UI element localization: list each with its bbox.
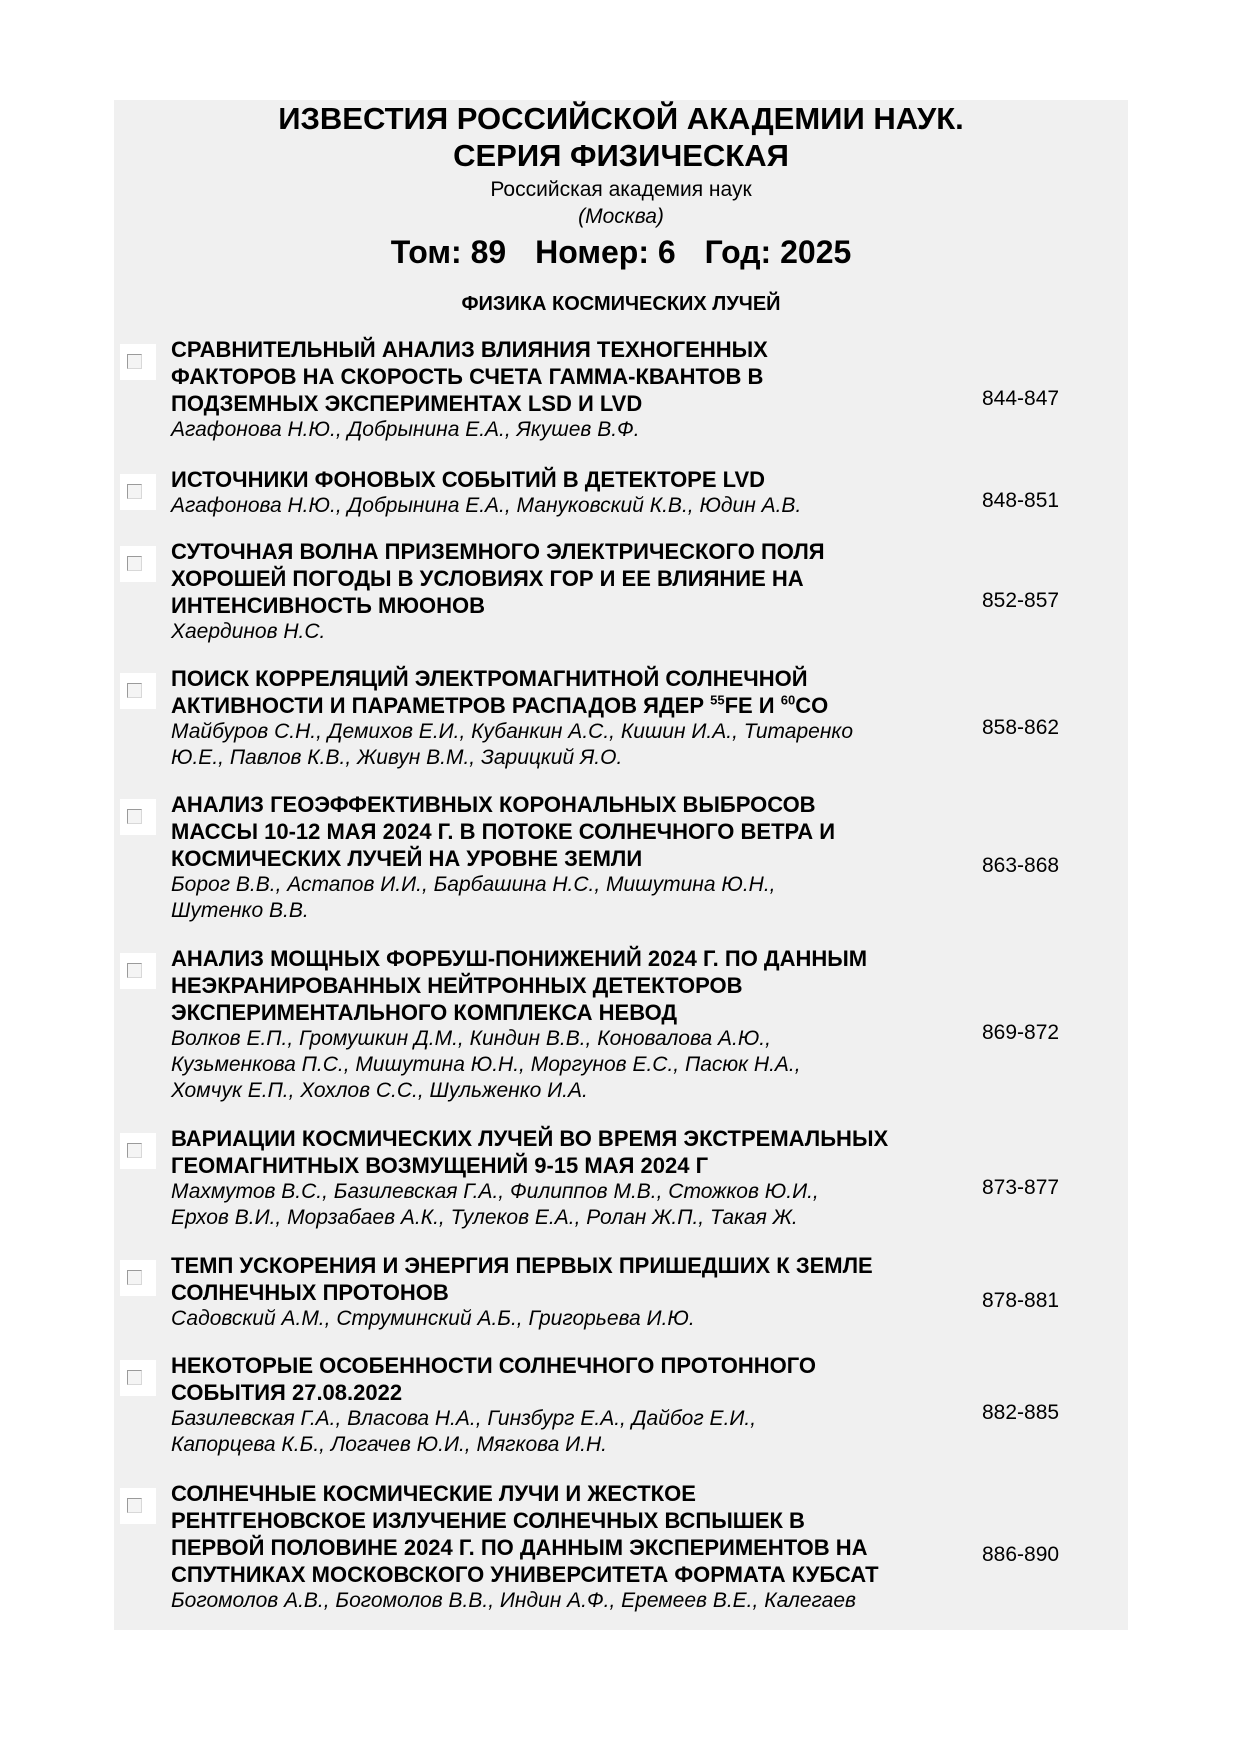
article-title[interactable]: ИСТОЧНИКИ ФОНОВЫХ СОБЫТИЙ В ДЕТЕКТОРЕ LVD (171, 467, 766, 492)
journal-title-line1: ИЗВЕСТИЯ РОССИЙСКОЙ АКАДЕМИИ НАУК. (278, 101, 964, 136)
article-text (171, 336, 941, 443)
article-title[interactable]: СУТОЧНАЯ ВОЛНА ПРИЗЕМНОГО ЭЛЕКТРИЧЕСКОГО ПОЛЯ ХОРОШЕЙ ПОГОДЫ В УСЛОВИЯХ ГОР И ЕЕ ВЛИЯНИЕ НА ИНТЕНСИВНОСТЬ МЮОНОВ (171, 539, 825, 618)
article-authors: Агафонова Н.Ю., Добрынина Е.А., Якушев В.Ф. (171, 418, 640, 441)
article-text (171, 1252, 941, 1332)
article-pages: 848-851 (982, 489, 1060, 512)
article-authors: Садовский А.М., Струминский А.Б., Григорьева И.Ю. (171, 1307, 695, 1330)
article-text (171, 1125, 941, 1231)
article-pages: 863-868 (982, 854, 1060, 877)
contents-panel (114, 100, 1128, 1630)
publisher: Российская академия наук (490, 178, 752, 201)
article-text (171, 665, 941, 771)
issue-number: Номер: 6 (535, 234, 676, 270)
article-checkbox[interactable] (120, 474, 156, 510)
article-pages: 844-847 (982, 387, 1060, 410)
article-title[interactable]: ВАРИАЦИИ КОСМИЧЕСКИХ ЛУЧЕЙ ВО ВРЕМЯ ЭКСТРЕМАЛЬНЫХ ГЕОМАГНИТНЫХ ВОЗМУЩЕНИЙ 9-15 МАЯ 2024 Г (171, 1126, 889, 1178)
article-title[interactable]: АНАЛИЗ ГЕОЭФФЕКТИВНЫХ КОРОНАЛЬНЫХ ВЫБРОСОВ МАССЫ 10-12 МАЯ 2024 Г. В ПОТОКЕ СОЛНЕЧНОГО ВЕТРА И КОСМИЧЕСКИХ ЛУЧЕЙ НА УРОВНЕ ЗЕМЛИ (171, 792, 836, 871)
article-text (171, 466, 941, 519)
article-checkbox[interactable] (120, 1488, 156, 1524)
article-pages: 878-881 (982, 1289, 1060, 1312)
article-pages: 886-890 (982, 1543, 1060, 1566)
issue-year: Год: 2025 (704, 234, 852, 270)
article-authors: Борог В.В., Астапов И.И., Барбашина Н.С., Мишутина Ю.Н., Шутенко В.В. (171, 873, 776, 922)
issue-volume: Том: 89 (390, 234, 507, 270)
journal-title-line2: СЕРИЯ ФИЗИЧЕСКАЯ (453, 138, 789, 173)
article-text (171, 538, 941, 645)
article-text (171, 945, 941, 1104)
article-pages: 858-862 (982, 716, 1060, 739)
article-title[interactable]: НЕКОТОРЫЕ ОСОБЕННОСТИ СОЛНЕЧНОГО ПРОТОННОГО СОБЫТИЯ 27.08.2022 (171, 1353, 817, 1405)
article-title[interactable]: ПОИСК КОРРЕЛЯЦИЙ ЭЛЕКТРОМАГНИТНОЙ СОЛНЕЧНОЙ АКТИВНОСТИ И ПАРАМЕТРОВ РАСПАДОВ ЯДЕР $^{55}$FE И $^{60}$CO (171, 666, 829, 718)
article-checkbox[interactable] (120, 546, 156, 582)
article-checkbox[interactable] (120, 1260, 156, 1296)
article-title[interactable]: СОЛНЕЧНЫЕ КОСМИЧЕСКИЕ ЛУЧИ И ЖЕСТКОЕ РЕНТГЕНОВСКОЕ ИЗЛУЧЕНИЕ СОЛНЕЧНЫХ ВСПЫШЕК В ПЕРВОЙ ПОЛОВИНЕ 2024 Г. ПО ДАННЫМ ЭКСПЕРИМЕНТОВ НА СПУТНИКАХ МОСКОВСКОГО УНИВЕРСИТЕТА ФОРМАТА КУБСАТ (171, 1481, 879, 1587)
article-text (171, 1480, 941, 1614)
article-checkbox[interactable] (120, 344, 156, 380)
article-authors: Богомолов А.В., Богомолов В.В., Индин А.Ф., Еремеев В.Е., Калегаев (171, 1589, 856, 1612)
city: (Москва) (578, 205, 664, 228)
article-checkbox[interactable] (120, 673, 156, 709)
article-pages: 873-877 (982, 1176, 1060, 1199)
article-pages: 882-885 (982, 1401, 1060, 1424)
article-authors: Майбуров С.Н., Демихов Е.И., Кубанкин А.С., Кишин И.А., Титаренко Ю.Е., Павлов К.В., Живун В.М., Зарицкий Я.О. (171, 720, 853, 769)
article-authors: Агафонова Н.Ю., Добрынина Е.А., Мануковский К.В., Юдин А.В. (171, 494, 802, 517)
article-authors: Хаердинов Н.С. (171, 620, 326, 643)
issue-info (114, 232, 1128, 272)
article-checkbox[interactable] (120, 1133, 156, 1169)
article-authors: Базилевская Г.А., Власова Н.А., Гинзбург Е.А., Дайбог Е.И., Капорцева К.Б., Логачев Ю.И., Мягкова И.Н. (171, 1407, 757, 1456)
article-text (171, 791, 941, 924)
article-checkbox[interactable] (120, 799, 156, 835)
article-checkbox[interactable] (120, 953, 156, 989)
article-checkbox[interactable] (120, 1360, 156, 1396)
article-text (171, 1352, 941, 1458)
article-pages: 869-872 (982, 1021, 1060, 1044)
article-authors: Махмутов В.С., Базилевская Г.А., Филиппов М.В., Стожков Ю.И., Ерхов В.И., Морзабаев А.К., Тулеков Е.А., Ролан Ж.П., Такая Ж. (171, 1180, 819, 1229)
article-authors: Волков Е.П., Громушкин Д.М., Киндин В.В., Коновалова А.Ю., Кузьменкова П.С., Мишутина Ю.Н., Моргунов Е.С., Пасюк Н.А., Хомчук Е.П., Хохлов С.С., Шульженко И.А. (171, 1027, 801, 1102)
article-title[interactable]: АНАЛИЗ МОЩНЫХ ФОРБУШ-ПОНИЖЕНИЙ 2024 Г. ПО ДАННЫМ НЕЭКРАНИРОВАННЫХ НЕЙТРОННЫХ ДЕТЕКТОРОВ ЭКСПЕРИМЕНТАЛЬНОГО КОМПЛЕКСА НЕВОД (171, 946, 868, 1025)
section-title: ФИЗИКА КОСМИЧЕСКИХ ЛУЧЕЙ (461, 293, 781, 315)
article-pages: 852-857 (982, 589, 1060, 612)
article-title[interactable]: ТЕМП УСКОРЕНИЯ И ЭНЕРГИЯ ПЕРВЫХ ПРИШЕДШИХ К ЗЕМЛЕ СОЛНЕЧНЫХ ПРОТОНОВ (171, 1253, 873, 1305)
article-title[interactable]: СРАВНИТЕЛЬНЫЙ АНАЛИЗ ВЛИЯНИЯ ТЕХНОГЕННЫХ ФАКТОРОВ НА СКОРОСТЬ СЧЕТА ГАММА-КВАНТОВ В ПОДЗЕМНЫХ ЭКСПЕРИМЕНТАХ LSD И LVD (171, 337, 768, 416)
